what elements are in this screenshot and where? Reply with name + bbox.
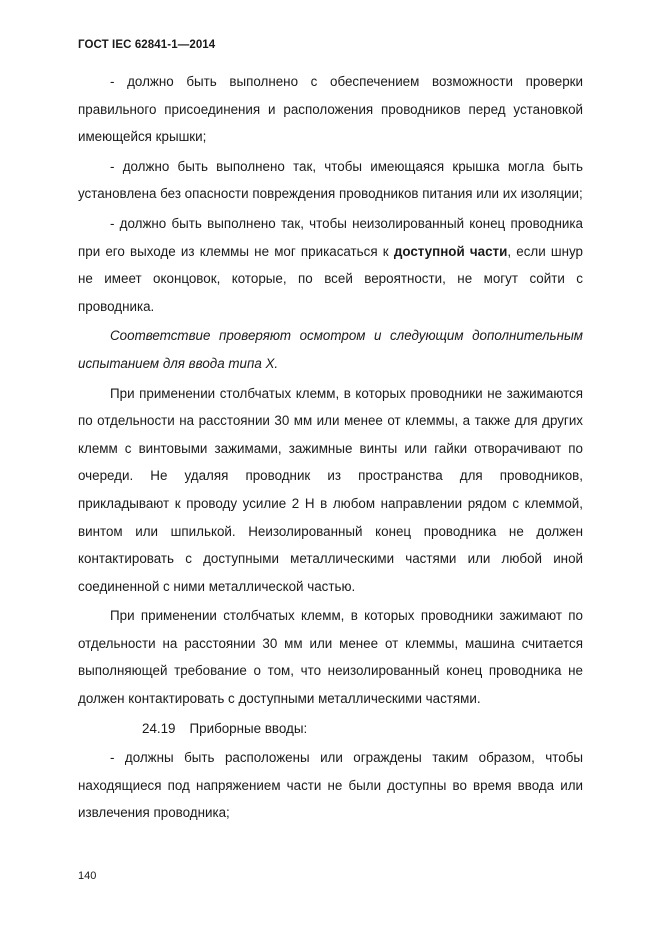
section-24-19 bbox=[78, 715, 583, 743]
page-number: 140 bbox=[78, 870, 97, 882]
document-header: ГОСТ IEC 62841-1—2014 bbox=[78, 39, 216, 51]
term-accessible-part: доступной части bbox=[393, 243, 508, 259]
paragraph-6: При применении столбчатых клемм, в которых проводники зажимают по отдельности на расстоянии 30 мм или менее от клеммы, машина считается выполняющей требование о том, что неизолированный конец проводника не должен контактировать с доступными металлическими частями. bbox=[78, 608, 583, 707]
paragraph-3-pre: - должно быть выполнено так, чтобы неизолированный конец проводника при его выходе из клеммы не мог прикасаться к bbox=[78, 215, 583, 259]
paragraph-3-post: , если шнур не имеет оконцовок, которые, по всей вероятности, не могут сойти с проводника. bbox=[78, 243, 583, 314]
section-number: 24.19 bbox=[142, 720, 176, 736]
paragraph-3 bbox=[78, 210, 583, 320]
section-title: Приборные вводы: bbox=[189, 720, 308, 736]
document-body bbox=[78, 68, 583, 827]
paragraph-5: При применении столбчатых клемм, в которых проводники не зажимаются по отдельности на расстоянии 30 мм или менее от клеммы, а также для других клемм с винтовыми зажимами, зажимные винты или гайки отворачивают по очереди. Не удаляя проводник из пространства для проводников, прикладывают к проводу усилие 2 Н в любом направлении рядом с клеммой, винтом или шпилькой. Неизолированный конец проводника не должен контактировать с доступными металлическими частями или любой иной соединенной с ними металлической частью. bbox=[78, 385, 583, 594]
compliance-check-paragraph: Соответствие проверяют осмотром и следующим дополнительным испытанием для ввода типа X. bbox=[78, 328, 583, 371]
paragraph-2: - должно быть выполнено так, чтобы имеющаяся крышка могла быть установлена без опасности повреждения проводников питания или их изоляции; bbox=[78, 158, 583, 202]
paragraph-8: - должны быть расположены или ограждены таким образом, чтобы находящиеся под напряжением части не были доступны во время ввода или извлечения проводника; bbox=[78, 750, 583, 821]
paragraph-1: - должно быть выполнено с обеспечением возможности проверки правильного присоединения и расположения проводников перед установкой имеющейся крышки; bbox=[78, 74, 583, 145]
